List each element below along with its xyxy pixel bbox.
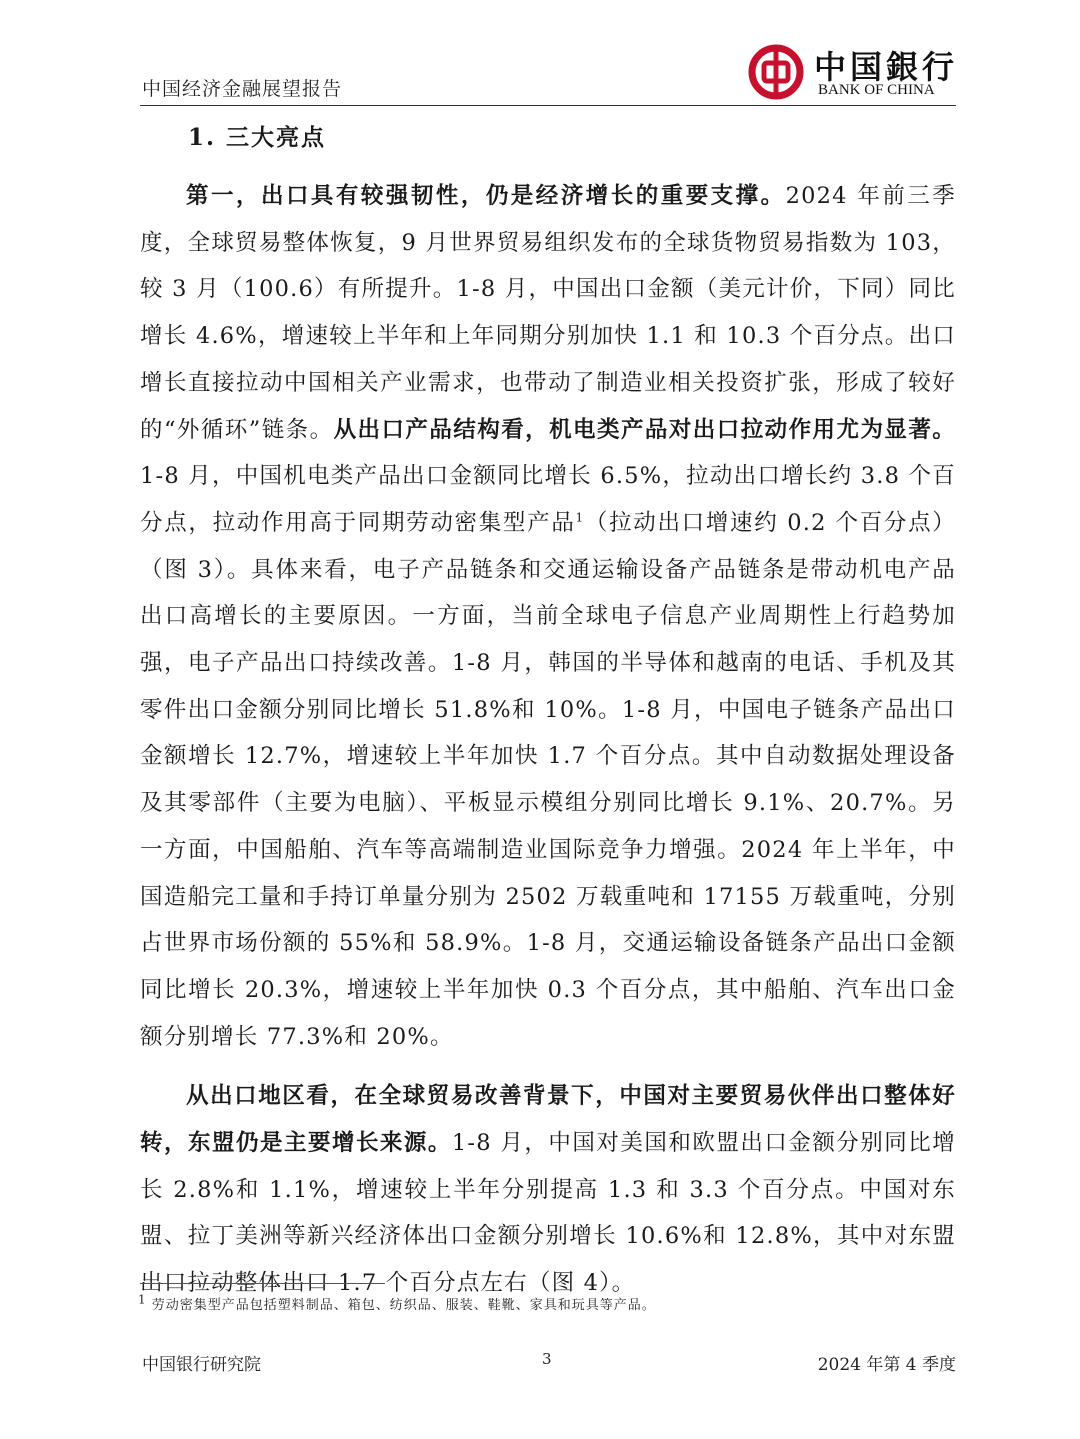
footer-period: 2024 年第 4 季度 [817, 1355, 956, 1375]
paragraph-2-text: 1-8 月，中国机电类产品出口金额同比增长 6.5%，拉动出口增长约 3.8 个百分点，拉动作用高于同期劳动密集型产品 [140, 463, 956, 536]
logo-chinese-name: 中国銀行 [814, 48, 959, 86]
header-divider [140, 105, 956, 106]
paragraph-4-text: 1-8 月，中国对美国和欧盟出口金额分别同比增长 2.8%和 1.1%，增速较上半年分别提高 1.3 和 3.3 个百分点。中国对东盟、拉丁美洲等新兴经济体出口金额分别增长 10.6%和 12.8%，其中对东盟出口拉动整体出口 1.7 个百分点左右（图 4）。 [140, 1130, 956, 1297]
footnote-marker: 1 [138, 1292, 147, 1307]
body-content [140, 173, 956, 1307]
page-number: 3 [542, 1350, 552, 1368]
footnote-text: 劳动密集型产品包括塑料制品、箱包、纺织品、服装、鞋靴、家具和玩具等产品。 [151, 1298, 656, 1313]
paragraph-export-resilience [140, 173, 956, 1060]
report-title: 中国经济金融展望报告 [142, 78, 343, 100]
footnote-divider [140, 1283, 385, 1284]
paragraph-3-text: （拉动出口增速约 0.2 个百分点）（图 3）。具体来看，电子产品链条和交通运输设备产品链条是带动机电产品出口高增长的主要原因。一方面，当前全球电子信息产业周期性上行趋势加强，电子产品出口持续改善。1-8 月，韩国的半导体和越南的电话、手机及其零件出口金额分别同比增长 51.8%和 10%。1-8 月，中国电子链条产品出口金额增长 12.7%，增速较上半年加快 1.7 个百分点。其中自动数据处理设备及其零部件（主要为电脑）、平板显示模组分别同比增长 9.1%、20.7%。另一方面，中国船舶、汽车等高端制造业国际竞争力增强。2024 年上半年，中国造船完工量和手持订单量分别为 2502 万载重吨和 17155 万载重吨，分别占世界市场份额的 55%和 58.9%。1-8 月，交通运输设备链条产品出口金额同比增长 20.3%，增速较上半年加快 0.3 个百分点，其中船舶、汽车出口金额分别增长 77.3%和 20%。 [140, 509, 956, 1050]
footnote [138, 1294, 656, 1313]
section-heading: 1. 三大亮点 [188, 124, 327, 151]
paragraph-1-text: 2024 年前三季度，全球贸易整体恢复，9 月世界贸易组织发布的全球货物贸易指数为 103，较 3 月（100.6）有所提升。1-8 月，中国出口金额（美元计价，下同）同比增长 4.6%，增速较上半年和上年同期分别加快 1.1 和 10.3 个百分点。出口增长直接拉动中国相关产业需求，也带动了制造业相关投资扩张，形成了较好的“外循环”链条。 [140, 183, 956, 443]
paragraph-export-regions [140, 1073, 956, 1307]
paragraph-2-lead: 从出口产品结构看，机电类产品对出口拉动作用尤为显著。 [333, 416, 957, 443]
paragraph-1-lead: 第一，出口具有较强韧性，仍是经济增长的重要支撑。 [186, 183, 786, 209]
footer-institute: 中国银行研究院 [142, 1355, 261, 1375]
paragraph-4-lead: 从出口地区看，在全球贸易改善背景下，中国对主要贸易伙伴出口整体好转，东盟仍是主要增长来源。 [140, 1083, 956, 1157]
footnote-reference[interactable]: 1 [575, 510, 585, 525]
logo-english-name: BANK OF CHINA [818, 82, 935, 98]
bank-logo [748, 44, 958, 102]
bank-of-china-logo-icon [748, 44, 804, 100]
